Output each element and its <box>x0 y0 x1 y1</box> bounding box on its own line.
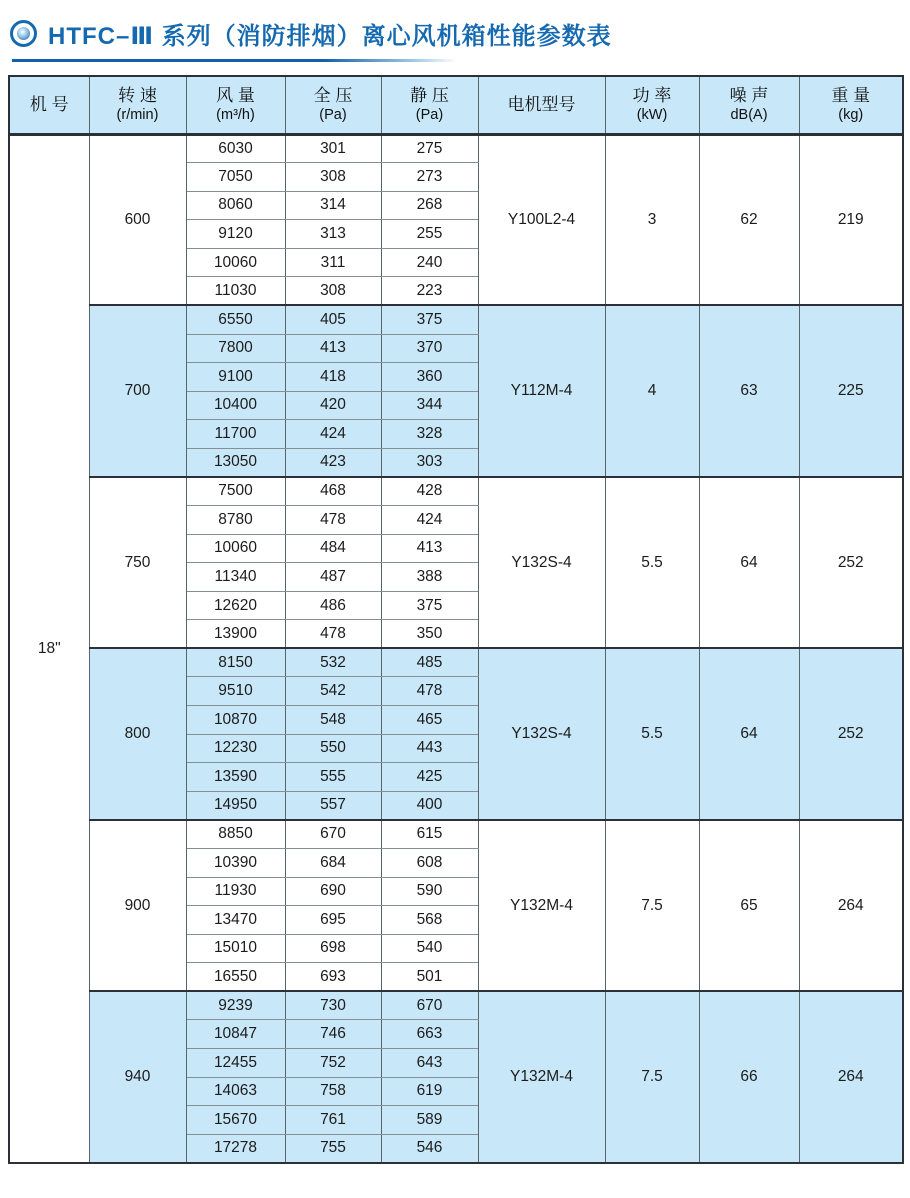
cell-static-pressure: 568 <box>381 906 478 935</box>
cell-airflow: 12620 <box>186 591 285 620</box>
cell-static-pressure: 255 <box>381 220 478 249</box>
title-underline <box>12 59 457 62</box>
cell-static-pressure: 619 <box>381 1077 478 1106</box>
col-header-airflow: 风 量 (m³/h) <box>186 76 285 134</box>
cell-static-pressure: 375 <box>381 305 478 334</box>
cell-power: 5.5 <box>605 648 699 819</box>
cell-static-pressure: 273 <box>381 163 478 192</box>
table-row <box>9 648 903 677</box>
performance-table <box>8 75 904 1164</box>
cell-airflow: 10390 <box>186 848 285 877</box>
table-body <box>9 134 903 1163</box>
cell-power: 7.5 <box>605 820 699 991</box>
cell-motor-model: Y112M-4 <box>478 305 605 476</box>
cell-motor-model: Y100L2-4 <box>478 134 605 305</box>
table-row <box>9 305 903 334</box>
cell-static-pressure: 425 <box>381 763 478 792</box>
cell-speed: 750 <box>89 477 186 648</box>
cell-total-pressure: 486 <box>285 591 381 620</box>
page-title: HTFC–Ⅲ 系列（消防排烟）离心风机箱性能参数表 <box>48 23 612 50</box>
cell-total-pressure: 418 <box>285 363 381 392</box>
cell-noise: 64 <box>699 477 799 648</box>
cell-total-pressure: 690 <box>285 877 381 906</box>
cell-motor-model: Y132M-4 <box>478 820 605 991</box>
col-header-speed: 转 速 (r/min) <box>89 76 186 134</box>
cell-static-pressure: 643 <box>381 1049 478 1078</box>
cell-static-pressure: 303 <box>381 448 478 477</box>
cell-static-pressure: 344 <box>381 391 478 420</box>
cell-speed: 700 <box>89 305 186 476</box>
cell-static-pressure: 240 <box>381 248 478 277</box>
header-row <box>9 76 903 134</box>
cell-static-pressure: 375 <box>381 591 478 620</box>
cell-airflow: 11700 <box>186 420 285 449</box>
cell-airflow: 9510 <box>186 677 285 706</box>
cell-static-pressure: 413 <box>381 534 478 563</box>
cell-airflow: 6550 <box>186 305 285 334</box>
cell-total-pressure: 695 <box>285 906 381 935</box>
col-header-total-pressure: 全 压 (Pa) <box>285 76 381 134</box>
cell-airflow: 13470 <box>186 906 285 935</box>
cell-airflow: 13050 <box>186 448 285 477</box>
col-header-weight: 重 量 (kg) <box>799 76 903 134</box>
table-row <box>9 820 903 849</box>
cell-airflow: 8150 <box>186 648 285 677</box>
cell-airflow: 13590 <box>186 763 285 792</box>
cell-power: 3 <box>605 134 699 305</box>
cell-airflow: 11030 <box>186 277 285 306</box>
cell-weight: 225 <box>799 305 903 476</box>
cell-static-pressure: 428 <box>381 477 478 506</box>
table-row <box>9 477 903 506</box>
cell-total-pressure: 698 <box>285 934 381 963</box>
cell-airflow: 16550 <box>186 963 285 992</box>
cell-weight: 219 <box>799 134 903 305</box>
cell-noise: 64 <box>699 648 799 819</box>
cell-power: 4 <box>605 305 699 476</box>
cell-noise: 63 <box>699 305 799 476</box>
cell-weight: 264 <box>799 991 903 1162</box>
cell-static-pressure: 663 <box>381 1020 478 1049</box>
col-header-noise: 噪 声 dB(A) <box>699 76 799 134</box>
cell-total-pressure: 468 <box>285 477 381 506</box>
cell-motor-model: Y132S-4 <box>478 648 605 819</box>
table-row <box>9 134 903 163</box>
cell-static-pressure: 370 <box>381 334 478 363</box>
cell-machine-no: 18" <box>9 134 89 1163</box>
cell-total-pressure: 420 <box>285 391 381 420</box>
cell-static-pressure: 546 <box>381 1134 478 1163</box>
cell-total-pressure: 308 <box>285 277 381 306</box>
cell-total-pressure: 413 <box>285 334 381 363</box>
cell-total-pressure: 730 <box>285 991 381 1020</box>
cell-airflow: 11930 <box>186 877 285 906</box>
cell-static-pressure: 485 <box>381 648 478 677</box>
cell-static-pressure: 443 <box>381 734 478 763</box>
cell-static-pressure: 350 <box>381 620 478 649</box>
cell-speed: 800 <box>89 648 186 819</box>
cell-total-pressure: 308 <box>285 163 381 192</box>
table-row <box>9 991 903 1020</box>
cell-airflow: 8060 <box>186 191 285 220</box>
cell-airflow: 10060 <box>186 534 285 563</box>
cell-total-pressure: 478 <box>285 506 381 535</box>
cell-noise: 62 <box>699 134 799 305</box>
cell-airflow: 10400 <box>186 391 285 420</box>
cell-total-pressure: 548 <box>285 706 381 735</box>
cell-total-pressure: 557 <box>285 791 381 820</box>
cell-static-pressure: 589 <box>381 1106 478 1135</box>
cell-total-pressure: 761 <box>285 1106 381 1135</box>
cell-static-pressure: 424 <box>381 506 478 535</box>
col-header-motor-model: 电机型号 <box>478 76 605 134</box>
cell-static-pressure: 615 <box>381 820 478 849</box>
cell-total-pressure: 555 <box>285 763 381 792</box>
cell-airflow: 15010 <box>186 934 285 963</box>
cell-airflow: 14950 <box>186 791 285 820</box>
cell-total-pressure: 313 <box>285 220 381 249</box>
cell-static-pressure: 328 <box>381 420 478 449</box>
cell-airflow: 8780 <box>186 506 285 535</box>
cell-static-pressure: 670 <box>381 991 478 1020</box>
cell-airflow: 14063 <box>186 1077 285 1106</box>
cell-static-pressure: 465 <box>381 706 478 735</box>
cell-total-pressure: 542 <box>285 677 381 706</box>
cell-total-pressure: 405 <box>285 305 381 334</box>
cell-airflow: 10060 <box>186 248 285 277</box>
cell-total-pressure: 684 <box>285 848 381 877</box>
col-header-power: 功 率 (kW) <box>605 76 699 134</box>
cell-total-pressure: 550 <box>285 734 381 763</box>
cell-static-pressure: 360 <box>381 363 478 392</box>
table-header-row <box>9 76 903 134</box>
cell-total-pressure: 532 <box>285 648 381 677</box>
cell-total-pressure: 301 <box>285 134 381 163</box>
cell-static-pressure: 388 <box>381 563 478 592</box>
cell-total-pressure: 478 <box>285 620 381 649</box>
cell-speed: 940 <box>89 991 186 1162</box>
cell-static-pressure: 268 <box>381 191 478 220</box>
cell-motor-model: Y132M-4 <box>478 991 605 1162</box>
cell-airflow: 8850 <box>186 820 285 849</box>
cell-total-pressure: 311 <box>285 248 381 277</box>
cell-speed: 600 <box>89 134 186 305</box>
cell-motor-model: Y132S-4 <box>478 477 605 648</box>
cell-power: 5.5 <box>605 477 699 648</box>
cell-static-pressure: 478 <box>381 677 478 706</box>
cell-airflow: 12230 <box>186 734 285 763</box>
cell-static-pressure: 275 <box>381 134 478 163</box>
cell-airflow: 17278 <box>186 1134 285 1163</box>
cell-airflow: 6030 <box>186 134 285 163</box>
cell-speed: 900 <box>89 820 186 991</box>
cell-airflow: 7050 <box>186 163 285 192</box>
bullseye-icon-core <box>17 27 30 40</box>
page-header <box>0 0 910 62</box>
col-header-machine-no: 机 号 <box>9 76 89 134</box>
cell-weight: 252 <box>799 648 903 819</box>
col-header-static-pressure: 静 压 (Pa) <box>381 76 478 134</box>
cell-total-pressure: 752 <box>285 1049 381 1078</box>
cell-total-pressure: 758 <box>285 1077 381 1106</box>
cell-static-pressure: 590 <box>381 877 478 906</box>
cell-airflow: 9120 <box>186 220 285 249</box>
cell-noise: 66 <box>699 991 799 1162</box>
cell-total-pressure: 755 <box>285 1134 381 1163</box>
cell-airflow: 10847 <box>186 1020 285 1049</box>
cell-total-pressure: 314 <box>285 191 381 220</box>
cell-total-pressure: 746 <box>285 1020 381 1049</box>
cell-airflow: 7500 <box>186 477 285 506</box>
cell-airflow: 7800 <box>186 334 285 363</box>
cell-weight: 252 <box>799 477 903 648</box>
cell-airflow: 15670 <box>186 1106 285 1135</box>
cell-total-pressure: 423 <box>285 448 381 477</box>
cell-total-pressure: 670 <box>285 820 381 849</box>
cell-total-pressure: 693 <box>285 963 381 992</box>
cell-total-pressure: 487 <box>285 563 381 592</box>
cell-static-pressure: 400 <box>381 791 478 820</box>
cell-airflow: 13900 <box>186 620 285 649</box>
cell-airflow: 10870 <box>186 706 285 735</box>
cell-total-pressure: 424 <box>285 420 381 449</box>
cell-airflow: 9239 <box>186 991 285 1020</box>
bullseye-icon <box>10 20 37 47</box>
cell-static-pressure: 501 <box>381 963 478 992</box>
cell-airflow: 9100 <box>186 363 285 392</box>
cell-noise: 65 <box>699 820 799 991</box>
cell-airflow: 12455 <box>186 1049 285 1078</box>
cell-static-pressure: 608 <box>381 848 478 877</box>
cell-airflow: 11340 <box>186 563 285 592</box>
cell-power: 7.5 <box>605 991 699 1162</box>
cell-weight: 264 <box>799 820 903 991</box>
cell-static-pressure: 223 <box>381 277 478 306</box>
cell-static-pressure: 540 <box>381 934 478 963</box>
cell-total-pressure: 484 <box>285 534 381 563</box>
